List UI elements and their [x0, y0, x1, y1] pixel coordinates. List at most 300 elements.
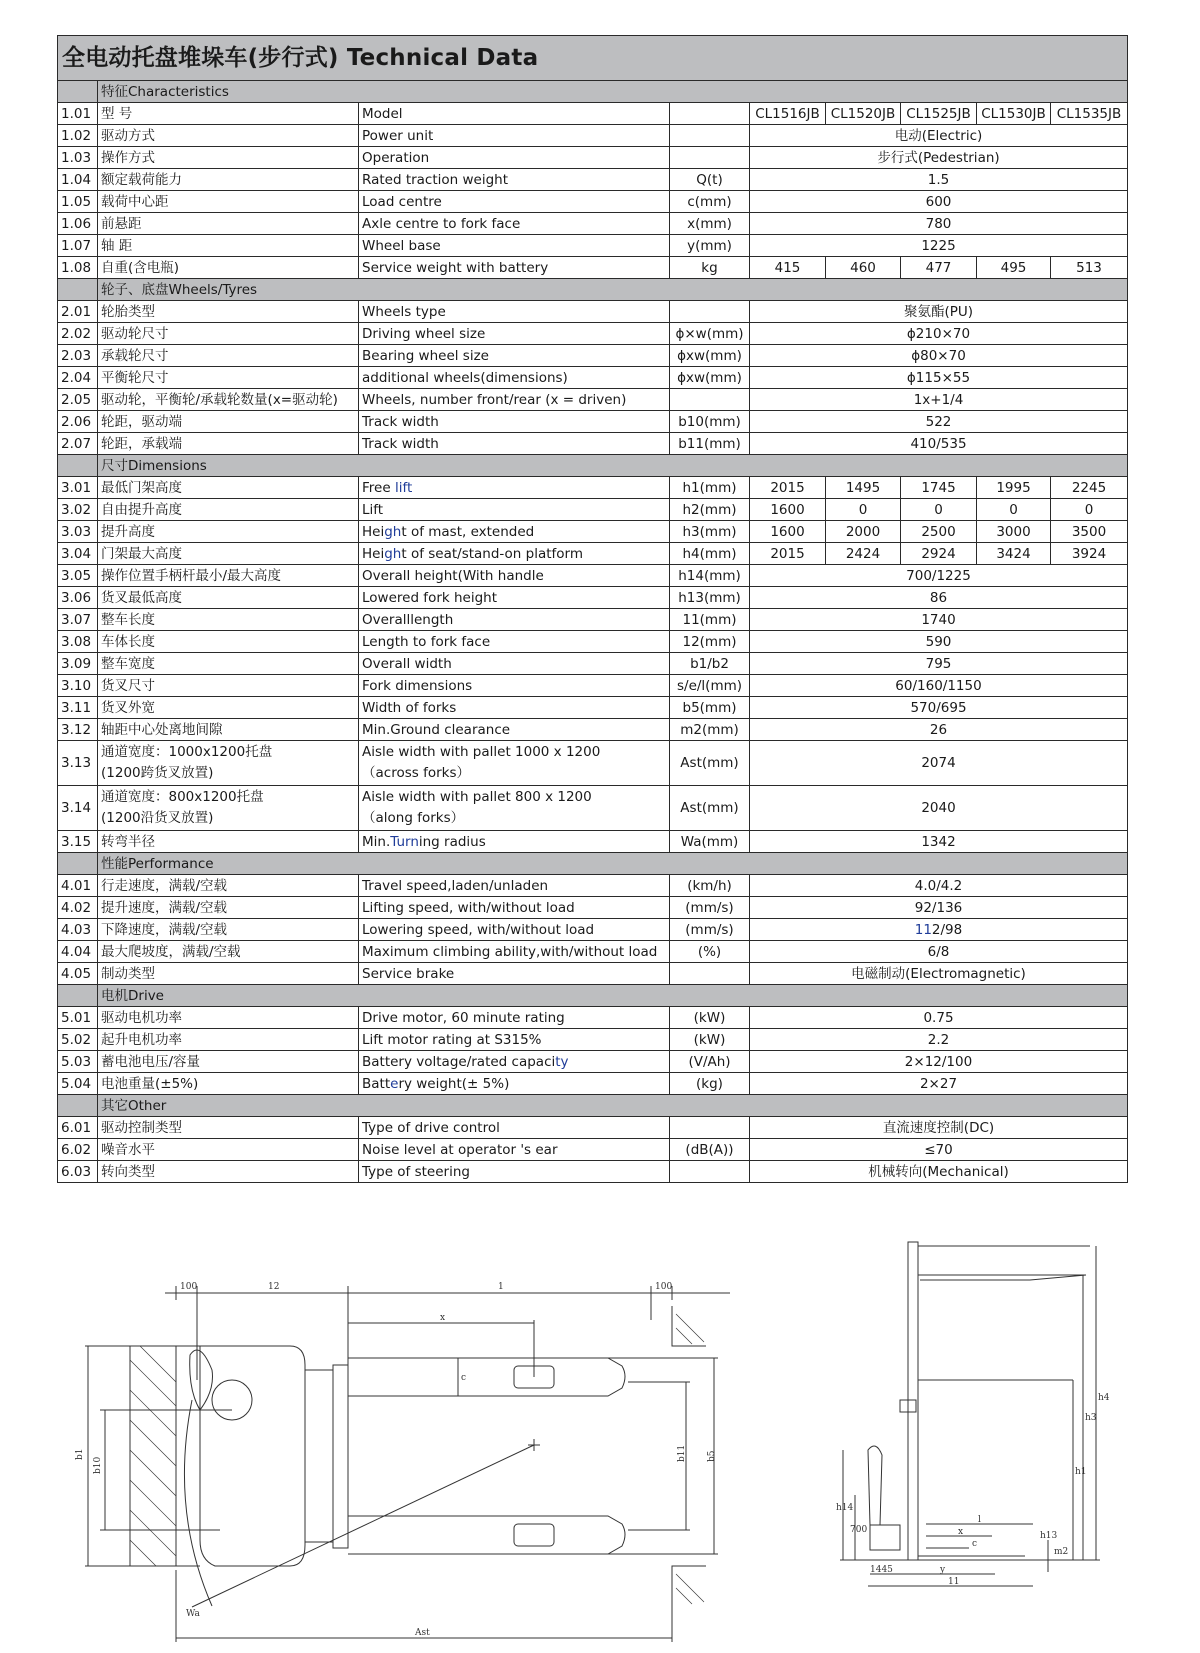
- value-part: 2/98: [931, 921, 963, 938]
- section-num-cell: [58, 1095, 98, 1117]
- unit-cell: Q(t): [670, 169, 750, 191]
- model-value-cell: 2015: [750, 543, 826, 565]
- unit-cell: (mm/s): [670, 897, 750, 919]
- model-name-cell: CL1516JB: [750, 103, 826, 125]
- shared-value-cell: 590: [750, 631, 1128, 653]
- english-label-part-highlight: ty: [555, 1053, 569, 1070]
- side-handle: [868, 1446, 882, 1525]
- shared-value-cell: 410/535: [750, 433, 1128, 455]
- unit-cell: (kW): [670, 1007, 750, 1029]
- unit-cell: b11(mm): [670, 433, 750, 455]
- english-label-part: t of seat/stand-on platform: [401, 545, 584, 562]
- chinese-label: 转向类型: [98, 1161, 359, 1183]
- row-number: 2.01: [58, 301, 98, 323]
- shared-value-cell: 60/160/1150: [750, 675, 1128, 697]
- spec-row: [58, 653, 1128, 675]
- english-label: Overall width: [359, 653, 670, 675]
- chinese-label: 整车长度: [98, 609, 359, 631]
- spec-row: [58, 323, 1128, 345]
- load-wheel-lower: [514, 1524, 554, 1546]
- spec-row: [58, 169, 1128, 191]
- shared-value-cell: 1740: [750, 609, 1128, 631]
- english-label: Lowered fork height: [359, 587, 670, 609]
- chinese-label: 轴 距: [98, 235, 359, 257]
- english-label: Noise level at operator 's ear: [359, 1139, 670, 1161]
- model-name-cell: CL1520JB: [826, 103, 901, 125]
- english-label: additional wheels(dimensions): [359, 367, 670, 389]
- row-number: 6.01: [58, 1117, 98, 1139]
- shared-value-cell: 26: [750, 719, 1128, 741]
- row-number: 3.06: [58, 587, 98, 609]
- english-label: Width of forks: [359, 697, 670, 719]
- section-header-row: [58, 279, 1128, 301]
- label-x: x: [440, 1313, 446, 1323]
- chinese-label: 货叉外宽: [98, 697, 359, 719]
- spec-row: [58, 389, 1128, 411]
- chinese-label: 操作方式: [98, 147, 359, 169]
- shared-value-cell: 2074: [750, 741, 1128, 786]
- row-number: 2.05: [58, 389, 98, 411]
- english-label: Wheels, number front/rear (x = driven): [359, 389, 670, 411]
- right-wall-top: [672, 1306, 706, 1346]
- unit-cell: h3(mm): [670, 521, 750, 543]
- label-h3: h3: [1085, 1413, 1097, 1423]
- chinese-label: 整车宽度: [98, 653, 359, 675]
- english-label: Model: [359, 103, 670, 125]
- model-value-cell: 1495: [826, 477, 901, 499]
- row-number: 2.04: [58, 367, 98, 389]
- turning-radius-line: [192, 1445, 534, 1607]
- unit-cell: 12(mm): [670, 631, 750, 653]
- spec-row: [58, 125, 1128, 147]
- unit-cell: [670, 147, 750, 169]
- unit-cell: h14(mm): [670, 565, 750, 587]
- english-label-part: ry weight(± 5%): [398, 1075, 510, 1092]
- chinese-label: 驱动轮，平衡轮/承载轮数量(x=驱动轮): [98, 389, 359, 411]
- shared-value-cell: 92/136: [750, 897, 1128, 919]
- right-wall-bottom: [672, 1566, 706, 1606]
- shared-value-cell: ϕ80×70: [750, 345, 1128, 367]
- section-header-row: [58, 455, 1128, 477]
- shared-value-cell: ϕ210×70: [750, 323, 1128, 345]
- chinese-label: 轮胎类型: [98, 301, 359, 323]
- shared-value-cell: [750, 919, 1128, 941]
- chinese-label: 型 号: [98, 103, 359, 125]
- chinese-label: 自由提升高度: [98, 499, 359, 521]
- model-value-cell: 460: [826, 257, 901, 279]
- row-number: 1.02: [58, 125, 98, 147]
- english-label-part: ing radius: [418, 833, 486, 850]
- shared-value-cell: 直流速度控制(DC): [750, 1117, 1128, 1139]
- chinese-label: 起升电机功率: [98, 1029, 359, 1051]
- technical-data-sheet: [57, 35, 1127, 1183]
- shared-value-cell: 2×12/100: [750, 1051, 1128, 1073]
- row-number: 4.04: [58, 941, 98, 963]
- model-value-cell: 0: [1051, 499, 1128, 521]
- top-view-drawing: [85, 1286, 730, 1642]
- title-row: [58, 36, 1128, 81]
- row-number: 3.07: [58, 609, 98, 631]
- section-heading: 其它Other: [98, 1095, 1128, 1117]
- shared-value-cell: 1x+1/4: [750, 389, 1128, 411]
- section-heading: 尺寸Dimensions: [98, 455, 1128, 477]
- spec-row: [58, 897, 1128, 919]
- row-number: 3.10: [58, 675, 98, 697]
- row-number: 5.04: [58, 1073, 98, 1095]
- section-heading: 轮子、底盘Wheels/Tyres: [98, 279, 1128, 301]
- model-value-cell: 3500: [1051, 521, 1128, 543]
- label-l1: 1: [498, 1282, 504, 1292]
- shared-value-cell: 1342: [750, 831, 1128, 853]
- row-number: 1.05: [58, 191, 98, 213]
- chinese-label: 门架最大高度: [98, 543, 359, 565]
- english-label: Type of drive control: [359, 1117, 670, 1139]
- chinese-label: 驱动控制类型: [98, 1117, 359, 1139]
- chinese-label: [98, 786, 359, 831]
- chinese-label: 驱动电机功率: [98, 1007, 359, 1029]
- chinese-label: 下降速度，满载/空载: [98, 919, 359, 941]
- row-number: 3.14: [58, 786, 98, 831]
- spec-row: [58, 741, 1128, 786]
- english-label: Lifting speed, with/without load: [359, 897, 670, 919]
- english-label: Drive motor, 60 minute rating: [359, 1007, 670, 1029]
- unit-cell: [670, 1117, 750, 1139]
- fork-lower: [348, 1516, 625, 1554]
- section-heading: 电机Drive: [98, 985, 1128, 1007]
- label-b11: b11: [677, 1444, 687, 1462]
- unit-cell: h1(mm): [670, 477, 750, 499]
- english-label: Track width: [359, 411, 670, 433]
- model-value-cell: 415: [750, 257, 826, 279]
- chinese-label: 操作位置手柄杆最小/最大高度: [98, 565, 359, 587]
- model-value-cell: 2924: [901, 543, 977, 565]
- english-label-line1: Aisle width with pallet 1000 x 1200: [362, 744, 601, 760]
- row-number: 3.08: [58, 631, 98, 653]
- shared-value-cell: 电磁制动(Electromagnetic): [750, 963, 1128, 985]
- unit-cell: s/e/l(mm): [670, 675, 750, 697]
- english-label-part-highlight: gh: [384, 523, 402, 540]
- unit-cell: y(mm): [670, 235, 750, 257]
- english-label: Type of steering: [359, 1161, 670, 1183]
- english-label: Lowering speed, with/without load: [359, 919, 670, 941]
- label-1445: 1445: [870, 1565, 893, 1575]
- shared-value-cell: 步行式(Pedestrian): [750, 147, 1128, 169]
- english-label: Service brake: [359, 963, 670, 985]
- spec-row: [58, 675, 1128, 697]
- spec-row: [58, 411, 1128, 433]
- shared-value-cell: 1.5: [750, 169, 1128, 191]
- unit-cell: (V/Ah): [670, 1051, 750, 1073]
- english-label: Load centre: [359, 191, 670, 213]
- spec-row: [58, 521, 1128, 543]
- unit-cell: m2(mm): [670, 719, 750, 741]
- model-value-cell: 1600: [750, 499, 826, 521]
- english-label: Travel speed,laden/unladen: [359, 875, 670, 897]
- row-number: 3.11: [58, 697, 98, 719]
- unit-cell: [670, 1161, 750, 1183]
- spec-row: [58, 345, 1128, 367]
- english-label: Power unit: [359, 125, 670, 147]
- label-l: l: [978, 1515, 981, 1525]
- row-number: 3.03: [58, 521, 98, 543]
- english-label-part: Batt: [362, 1075, 391, 1092]
- unit-cell: [670, 103, 750, 125]
- spec-row: [58, 565, 1128, 587]
- top-view-labels: [75, 1282, 717, 1638]
- model-value-cell: 3000: [977, 521, 1051, 543]
- row-number: 4.03: [58, 919, 98, 941]
- model-value-cell: 0: [901, 499, 977, 521]
- chinese-label: 驱动轮尺寸: [98, 323, 359, 345]
- model-value-cell: 3924: [1051, 543, 1128, 565]
- spec-row: [58, 1073, 1128, 1095]
- shared-value-cell: 1225: [750, 235, 1128, 257]
- section-num-cell: [58, 853, 98, 875]
- row-number: 6.03: [58, 1161, 98, 1183]
- truck-body: [200, 1346, 305, 1566]
- row-number: 3.01: [58, 477, 98, 499]
- spec-row: [58, 301, 1128, 323]
- english-label-part-highlight: lift: [394, 479, 413, 496]
- spec-row: [58, 697, 1128, 719]
- english-label: Length to fork face: [359, 631, 670, 653]
- spec-row: [58, 1007, 1128, 1029]
- shared-value-cell: 795: [750, 653, 1128, 675]
- english-label-line1: Aisle width with pallet 800 x 1200: [362, 789, 592, 805]
- chinese-label-line2: (1200跨货叉放置): [101, 765, 214, 781]
- section-heading: 特征Characteristics: [98, 81, 1128, 103]
- unit-cell: (kW): [670, 1029, 750, 1051]
- section-heading: 性能Performance: [98, 853, 1128, 875]
- chinese-label: 货叉最低高度: [98, 587, 359, 609]
- section-header-row: [58, 985, 1128, 1007]
- english-label-part: t of mast, extended: [401, 523, 535, 540]
- unit-cell: (mm/s): [670, 919, 750, 941]
- hatch-lines: [130, 1346, 176, 1566]
- spec-row: [58, 941, 1128, 963]
- spec-row: [58, 719, 1128, 741]
- drive-wheel: [212, 1380, 252, 1420]
- shared-value-cell: ≤70: [750, 1139, 1128, 1161]
- unit-cell: [670, 389, 750, 411]
- chinese-label: 蓄电池电压/容量: [98, 1051, 359, 1073]
- english-label: [359, 831, 670, 853]
- shared-value-cell: 600: [750, 191, 1128, 213]
- row-number: 1.06: [58, 213, 98, 235]
- chinese-label-line1: 通道宽度：800x1200托盘: [101, 789, 264, 805]
- chinese-label: 轴距中心处离地间隙: [98, 719, 359, 741]
- label-b1: b1: [75, 1448, 85, 1460]
- shared-value-cell: 780: [750, 213, 1128, 235]
- unit-cell: h2(mm): [670, 499, 750, 521]
- row-number: 1.03: [58, 147, 98, 169]
- chinese-label: 噪音水平: [98, 1139, 359, 1161]
- shared-value-cell: 2040: [750, 786, 1128, 831]
- english-label: Wheels type: [359, 301, 670, 323]
- spec-row: [58, 1117, 1128, 1139]
- spec-row: [58, 831, 1128, 853]
- label-100-right: 100: [655, 1282, 673, 1292]
- english-label: Overalllength: [359, 609, 670, 631]
- chinese-label: [98, 741, 359, 786]
- label-l2: 12: [268, 1282, 280, 1292]
- section-num-cell: [58, 279, 98, 301]
- english-label-part: Min.: [362, 833, 391, 850]
- raised-fork: [918, 1275, 1086, 1280]
- drawings-svg: [0, 1240, 1200, 1649]
- row-number: 4.02: [58, 897, 98, 919]
- shared-value-cell: 700/1225: [750, 565, 1128, 587]
- shared-value-cell: 4.0/4.2: [750, 875, 1128, 897]
- model-name-cell: CL1530JB: [977, 103, 1051, 125]
- spec-row: [58, 631, 1128, 653]
- unit-cell: b1/b2: [670, 653, 750, 675]
- model-value-cell: 1745: [901, 477, 977, 499]
- row-number: 6.02: [58, 1139, 98, 1161]
- model-value-cell: 2015: [750, 477, 826, 499]
- shared-value-cell: 6/8: [750, 941, 1128, 963]
- label-m2: m2: [1054, 1547, 1069, 1557]
- row-number: 3.15: [58, 831, 98, 853]
- value-part-highlight: 11: [914, 921, 932, 938]
- shared-value-cell: 570/695: [750, 697, 1128, 719]
- chinese-label: 提升速度，满载/空载: [98, 897, 359, 919]
- model-value-cell: 2424: [826, 543, 901, 565]
- shared-value-cell: 2×27: [750, 1073, 1128, 1095]
- row-number: 3.02: [58, 499, 98, 521]
- label-100-left: 100: [180, 1282, 198, 1292]
- shared-value-cell: 电动(Electric): [750, 125, 1128, 147]
- unit-cell: (dB(A)): [670, 1139, 750, 1161]
- battery-cover: [305, 1370, 333, 1542]
- english-label: Min.Ground clearance: [359, 719, 670, 741]
- unit-cell: Ast(mm): [670, 741, 750, 786]
- chinese-label: 承载轮尺寸: [98, 345, 359, 367]
- chinese-label: 平衡轮尺寸: [98, 367, 359, 389]
- english-label: Driving wheel size: [359, 323, 670, 345]
- spec-row: [58, 1029, 1128, 1051]
- fork-upper: [348, 1358, 625, 1396]
- shared-value-cell: 522: [750, 411, 1128, 433]
- spec-row: [58, 919, 1128, 941]
- english-label: Track width: [359, 433, 670, 455]
- shared-value-cell: ϕ115×55: [750, 367, 1128, 389]
- row-number: 5.01: [58, 1007, 98, 1029]
- chinese-label: 轮距，驱动端: [98, 411, 359, 433]
- english-label-part: Free: [362, 479, 395, 496]
- chinese-label: 最低门架高度: [98, 477, 359, 499]
- row-number: 3.09: [58, 653, 98, 675]
- english-label-part: Hei: [362, 523, 385, 540]
- chinese-label: 最大爬坡度，满载/空载: [98, 941, 359, 963]
- spec-row: [58, 367, 1128, 389]
- row-number: 3.13: [58, 741, 98, 786]
- label-y: y: [940, 1565, 946, 1575]
- spec-table: [57, 35, 1128, 1183]
- model-value-cell: 2245: [1051, 477, 1128, 499]
- english-label-line2: （across forks）: [362, 765, 470, 781]
- unit-cell: [670, 301, 750, 323]
- label-h13: h13: [1040, 1531, 1058, 1541]
- english-label: Service weight with battery: [359, 257, 670, 279]
- unit-cell: (kg): [670, 1073, 750, 1095]
- section-num-cell: [58, 81, 98, 103]
- model-value-cell: 477: [901, 257, 977, 279]
- side-view-labels: [836, 1393, 1110, 1587]
- model-value-cell: 0: [826, 499, 901, 521]
- unit-cell: [670, 125, 750, 147]
- row-number: 3.12: [58, 719, 98, 741]
- english-label: [359, 1051, 670, 1073]
- row-number: 2.07: [58, 433, 98, 455]
- spec-row: [58, 543, 1128, 565]
- unit-cell: b10(mm): [670, 411, 750, 433]
- model-value-cell: 513: [1051, 257, 1128, 279]
- chinese-label: 货叉尺寸: [98, 675, 359, 697]
- spec-row: [58, 499, 1128, 521]
- fork-carriage: [333, 1365, 348, 1548]
- spec-row: [58, 609, 1128, 631]
- unit-cell: b5(mm): [670, 697, 750, 719]
- section-num-cell: [58, 455, 98, 477]
- label-h14: h14: [836, 1503, 854, 1513]
- spec-row: [58, 1161, 1128, 1183]
- row-number: 5.03: [58, 1051, 98, 1073]
- row-number: 2.06: [58, 411, 98, 433]
- shared-value-cell: 2.2: [750, 1029, 1128, 1051]
- english-label: Wheel base: [359, 235, 670, 257]
- unit-cell: h4(mm): [670, 543, 750, 565]
- spec-row: [58, 786, 1128, 831]
- label-b5: b5: [707, 1450, 717, 1462]
- spec-row: [58, 147, 1128, 169]
- label-c-side: c: [972, 1539, 978, 1549]
- english-label: [359, 477, 670, 499]
- english-label: Bearing wheel size: [359, 345, 670, 367]
- row-number: 1.01: [58, 103, 98, 125]
- row-number: 1.08: [58, 257, 98, 279]
- model-value-cell: 0: [977, 499, 1051, 521]
- english-label-part-highlight: Turn: [390, 833, 419, 850]
- row-number: 4.05: [58, 963, 98, 985]
- chinese-label: 额定载荷能力: [98, 169, 359, 191]
- chinese-label-line1: 通道宽度：1000x1200托盘: [101, 744, 273, 760]
- unit-cell: ϕxw(mm): [670, 367, 750, 389]
- shared-value-cell: 86: [750, 587, 1128, 609]
- chinese-label: 电池重量(±5%): [98, 1073, 359, 1095]
- english-label: Operation: [359, 147, 670, 169]
- section-header-row: [58, 1095, 1128, 1117]
- english-label: Axle centre to fork face: [359, 213, 670, 235]
- section-header-row: [58, 853, 1128, 875]
- english-label: Lift motor rating at S315%: [359, 1029, 670, 1051]
- label-wa: Wa: [186, 1609, 200, 1619]
- shared-value-cell: 聚氨酯(PU): [750, 301, 1128, 323]
- row-number: 2.03: [58, 345, 98, 367]
- unit-cell: ϕxw(mm): [670, 345, 750, 367]
- chinese-label: 制动类型: [98, 963, 359, 985]
- row-number: 3.05: [58, 565, 98, 587]
- english-label: [359, 543, 670, 565]
- row-number: 2.02: [58, 323, 98, 345]
- row-number: 4.01: [58, 875, 98, 897]
- spec-row: [58, 1139, 1128, 1161]
- chinese-label-line2: (1200沿货叉放置): [101, 810, 214, 826]
- shared-value-cell: 机械转向(Mechanical): [750, 1161, 1128, 1183]
- english-label: Lift: [359, 499, 670, 521]
- label-11: 11: [948, 1577, 960, 1587]
- chinese-label: 轮距，承载端: [98, 433, 359, 455]
